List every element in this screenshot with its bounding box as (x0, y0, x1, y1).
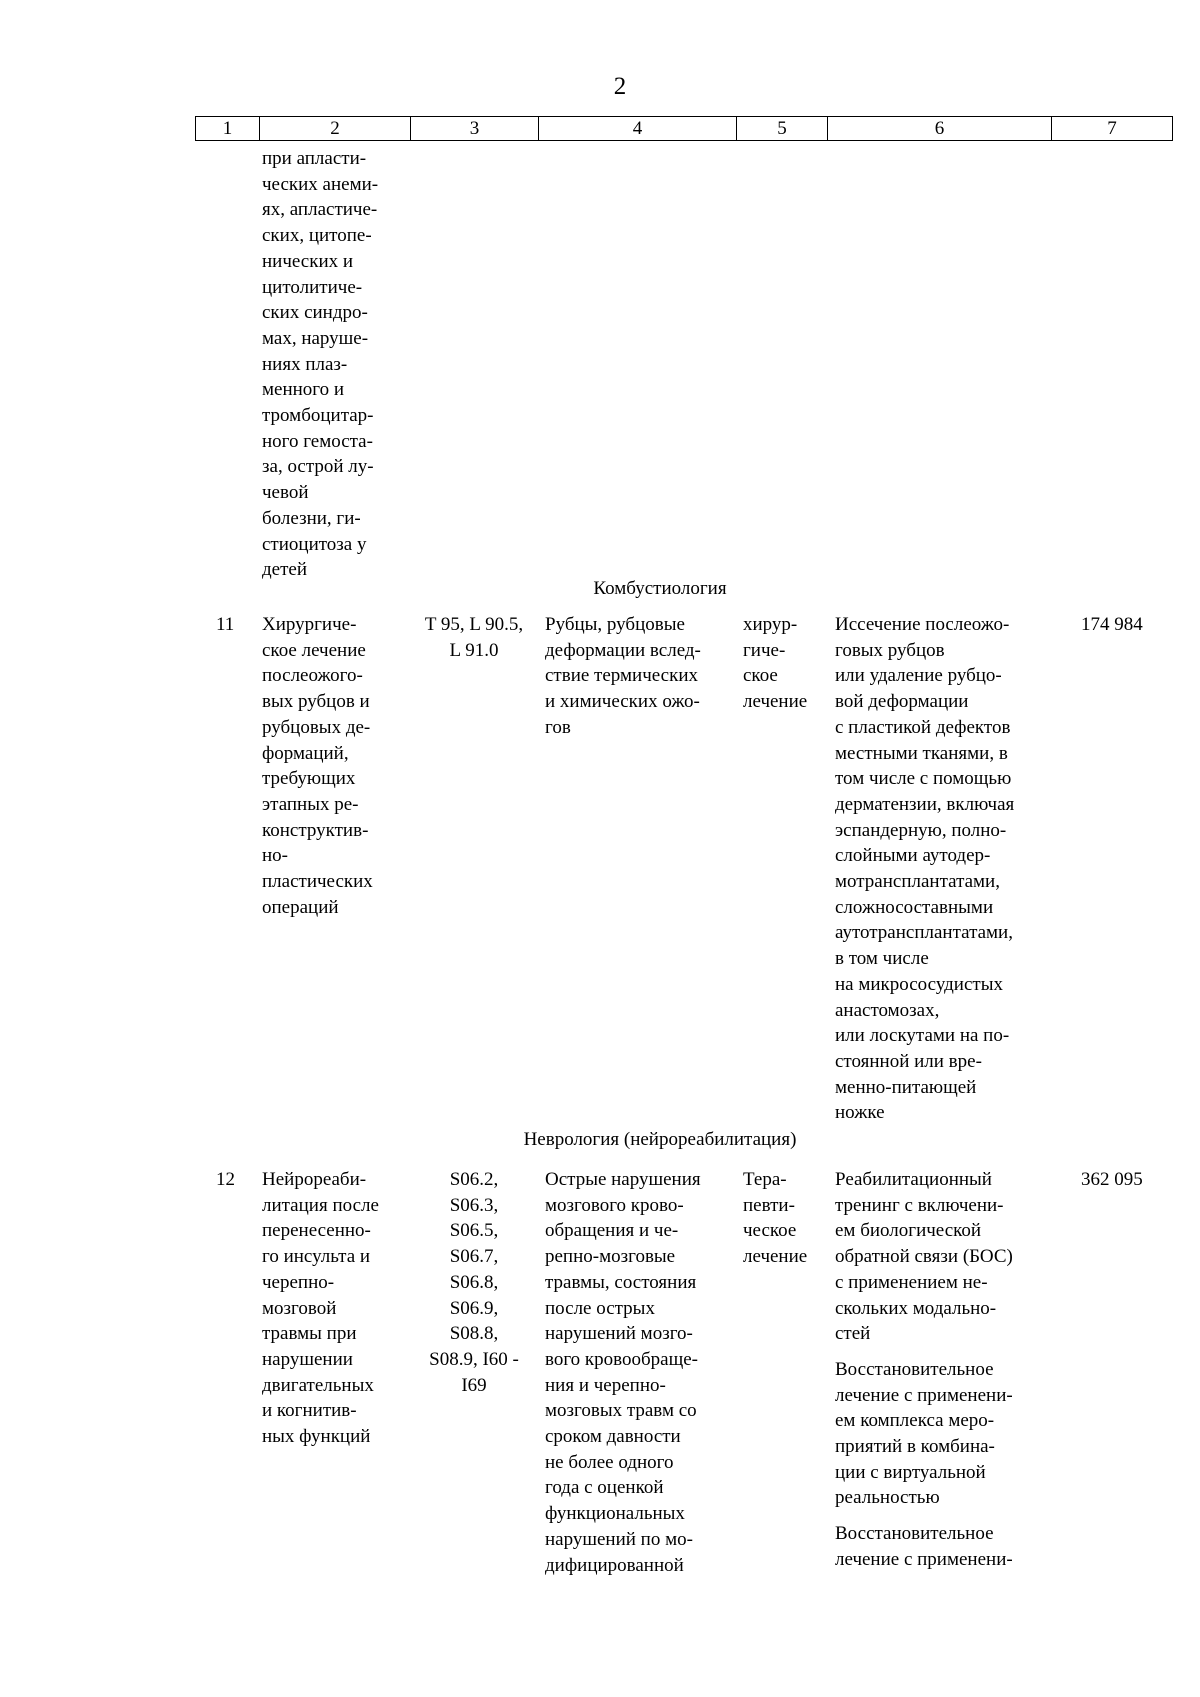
text-line: черепно- (262, 1271, 335, 1293)
row-12-number: 12 (216, 1169, 235, 1190)
text-line: Реабилитационный (835, 1169, 992, 1190)
row-12-col6 (835, 1167, 1013, 1573)
text-line: L 91.0 (449, 639, 499, 661)
text-line: с применением не- (835, 1271, 988, 1293)
text-line: ческих анеми- (262, 173, 379, 195)
text-line: травмы при (262, 1323, 357, 1345)
text-line: травмы, состояния (545, 1271, 697, 1293)
row-11-col5 (743, 612, 807, 715)
section-title-neurology: Неврология (нейрореабилитация) (523, 1129, 797, 1150)
text-line: Восстановительное (835, 1523, 994, 1545)
text-line: репно-мозговые (545, 1246, 676, 1268)
col6-paragraph-1 (835, 1167, 1013, 1347)
text-line: стиоцитоза у (262, 533, 367, 555)
text-line: лечение (743, 1246, 808, 1268)
text-line: Иссечение послеожо- (835, 614, 1010, 635)
text-line: ских, цитопе- (262, 225, 372, 247)
row-11-col4 (545, 612, 701, 741)
text-line: S08.9, I60 - (429, 1348, 519, 1370)
text-line: реальностью (835, 1487, 940, 1509)
text-line: за, острой лу- (262, 456, 374, 478)
text-line: года с оценкой (545, 1477, 664, 1499)
text-line: лечение (743, 691, 808, 713)
row-12-price: 362 095 (1081, 1169, 1143, 1190)
text-line: нических и (262, 250, 354, 272)
text-line: мозговых травм со (545, 1400, 697, 1422)
text-line: T 95, L 90.5, (424, 614, 524, 635)
text-line: гов (545, 716, 571, 738)
text-line: ствие термических (545, 665, 698, 687)
text-line: S06.5, (449, 1220, 499, 1242)
text-line: сроком давности (545, 1426, 681, 1448)
row-11-col3 (410, 612, 538, 663)
text-line: тренинг с включени- (835, 1194, 1004, 1216)
text-line: го инсульта и (262, 1246, 371, 1268)
text-line: стоянной или вре- (835, 1050, 982, 1072)
text-line: с пластикой дефектов (835, 716, 1011, 738)
text-line: ческое (743, 1220, 797, 1242)
text-line: Острые нарушения (545, 1169, 701, 1190)
row-11-price: 174 984 (1081, 614, 1143, 635)
text-line: мозговой (262, 1297, 337, 1319)
header-col-7: 7 (1052, 117, 1173, 141)
text-line: ских синдро- (262, 302, 368, 324)
text-line: дерматензии, включая (835, 793, 1015, 815)
text-line: Рубцы, рубцовые (545, 614, 685, 635)
text-line: S06.8, (449, 1271, 499, 1293)
header-col-6: 6 (828, 117, 1052, 141)
text-line: слойными аутодер- (835, 845, 991, 867)
text-line: тромбоцитар- (262, 405, 374, 427)
text-line: цитолитиче- (262, 276, 363, 298)
row-11-col2 (262, 612, 373, 920)
text-line: скольких модально- (835, 1297, 997, 1319)
text-line: Восстановительное (835, 1358, 994, 1380)
text-line: стей (835, 1323, 871, 1345)
header-col-2: 2 (260, 117, 411, 141)
text-line: и химических ожо- (545, 691, 700, 713)
text-line: том числе с помощью (835, 768, 1012, 790)
text-line: ем комплекса меро- (835, 1410, 995, 1432)
text-line: ское (743, 665, 778, 687)
text-line: ем биологической (835, 1220, 982, 1242)
col6-paragraph-3 (835, 1521, 1013, 1572)
text-line: но- (262, 845, 288, 867)
text-line: не более одного (545, 1451, 674, 1473)
text-line: сложносоставными (835, 896, 994, 918)
text-line: нарушении (262, 1348, 353, 1370)
text-line: мозгового крово- (545, 1194, 684, 1216)
text-line: Тера- (743, 1169, 787, 1190)
header-col-1: 1 (196, 117, 260, 141)
text-line: болезни, ги- (262, 507, 361, 529)
page-number: 2 (613, 73, 627, 100)
text-line: дифицированной (545, 1554, 684, 1576)
text-line: S06.7, (449, 1246, 499, 1268)
column-number-header (195, 116, 1173, 141)
text-line: вой деформации (835, 691, 969, 713)
text-line: мотрансплантатами, (835, 871, 1000, 893)
text-line: приятий в комбина- (835, 1436, 995, 1458)
text-line: операций (262, 896, 339, 918)
text-line: литация после (262, 1194, 379, 1216)
text-line: функциональных (545, 1503, 685, 1525)
text-line: ножке (835, 1102, 885, 1124)
text-line: перенесенно- (262, 1220, 371, 1242)
text-line: аутотрансплантатами, (835, 922, 1013, 944)
text-line: S06.2, (449, 1169, 499, 1190)
row-12-col2 (262, 1167, 379, 1450)
text-line: и когнитив- (262, 1400, 357, 1422)
text-line: Хирургиче- (262, 614, 357, 635)
text-line: ных функций (262, 1426, 371, 1448)
text-line: или лоскутами на по- (835, 1025, 1010, 1047)
section-title-combustiology: Комбустиология (593, 578, 727, 599)
text-line: обратной связи (БОС) (835, 1246, 1013, 1268)
text-line: или удаление рубцо- (835, 665, 1002, 687)
text-line: требующих (262, 768, 356, 790)
text-line: ции с виртуальной (835, 1461, 986, 1483)
text-line: этапных ре- (262, 793, 359, 815)
continuation-col2 (262, 146, 378, 583)
text-line: послеожого- (262, 665, 363, 687)
text-line: менного и (262, 379, 345, 401)
text-line: говых рубцов (835, 639, 945, 661)
text-line: местными тканями, в (835, 742, 1008, 764)
text-line: вых рубцов и (262, 691, 370, 713)
text-line: S06.9, (449, 1297, 499, 1319)
text-line: S08.8, (449, 1323, 499, 1345)
text-line: чевой (262, 482, 309, 504)
text-line: деформации вслед- (545, 639, 701, 661)
row-11-col6 (835, 612, 1014, 1126)
text-line: после острых (545, 1297, 655, 1319)
text-line: конструктив- (262, 819, 369, 841)
row-12-col3 (410, 1167, 538, 1398)
text-line: ях, апластиче- (262, 199, 378, 221)
text-line: эспандерную, полно- (835, 819, 1007, 841)
header-col-5: 5 (737, 117, 828, 141)
text-line: пластических (262, 871, 373, 893)
text-line: гиче- (743, 639, 786, 661)
text-line: ния и черепно- (545, 1374, 666, 1396)
text-line: I69 (461, 1374, 487, 1396)
text-line: хирур- (743, 614, 798, 635)
row-12-col5 (743, 1167, 807, 1270)
text-line: Нейрореаби- (262, 1169, 367, 1190)
text-line: в том числе (835, 948, 929, 970)
text-line: S06.3, (449, 1194, 499, 1216)
text-line: нарушений по мо- (545, 1528, 693, 1550)
text-line: нарушений мозго- (545, 1323, 693, 1345)
row-12-col4 (545, 1167, 701, 1578)
text-line: анастомозах, (835, 999, 940, 1021)
text-line: мах, наруше- (262, 327, 369, 349)
text-line: при апласти- (262, 148, 367, 169)
text-line: менно-питающей (835, 1076, 977, 1098)
text-line: детей (262, 559, 308, 581)
text-line: на микрососудистых (835, 973, 1003, 995)
text-line: вого кровообраще- (545, 1348, 698, 1370)
text-line: лечение с применени- (835, 1384, 1013, 1406)
header-col-3: 3 (411, 117, 539, 141)
text-line: ниях плаз- (262, 353, 348, 375)
text-line: обращения и че- (545, 1220, 679, 1242)
text-line: ного гемоста- (262, 430, 373, 452)
row-11-number: 11 (216, 614, 235, 635)
col6-paragraph-2 (835, 1357, 1013, 1511)
text-line: рубцовых де- (262, 716, 371, 738)
text-line: певти- (743, 1194, 795, 1216)
text-line: формаций, (262, 742, 349, 764)
header-col-4: 4 (539, 117, 737, 141)
text-line: лечение с применени- (835, 1548, 1013, 1570)
text-line: ское лечение (262, 639, 366, 661)
text-line: двигательных (262, 1374, 374, 1396)
